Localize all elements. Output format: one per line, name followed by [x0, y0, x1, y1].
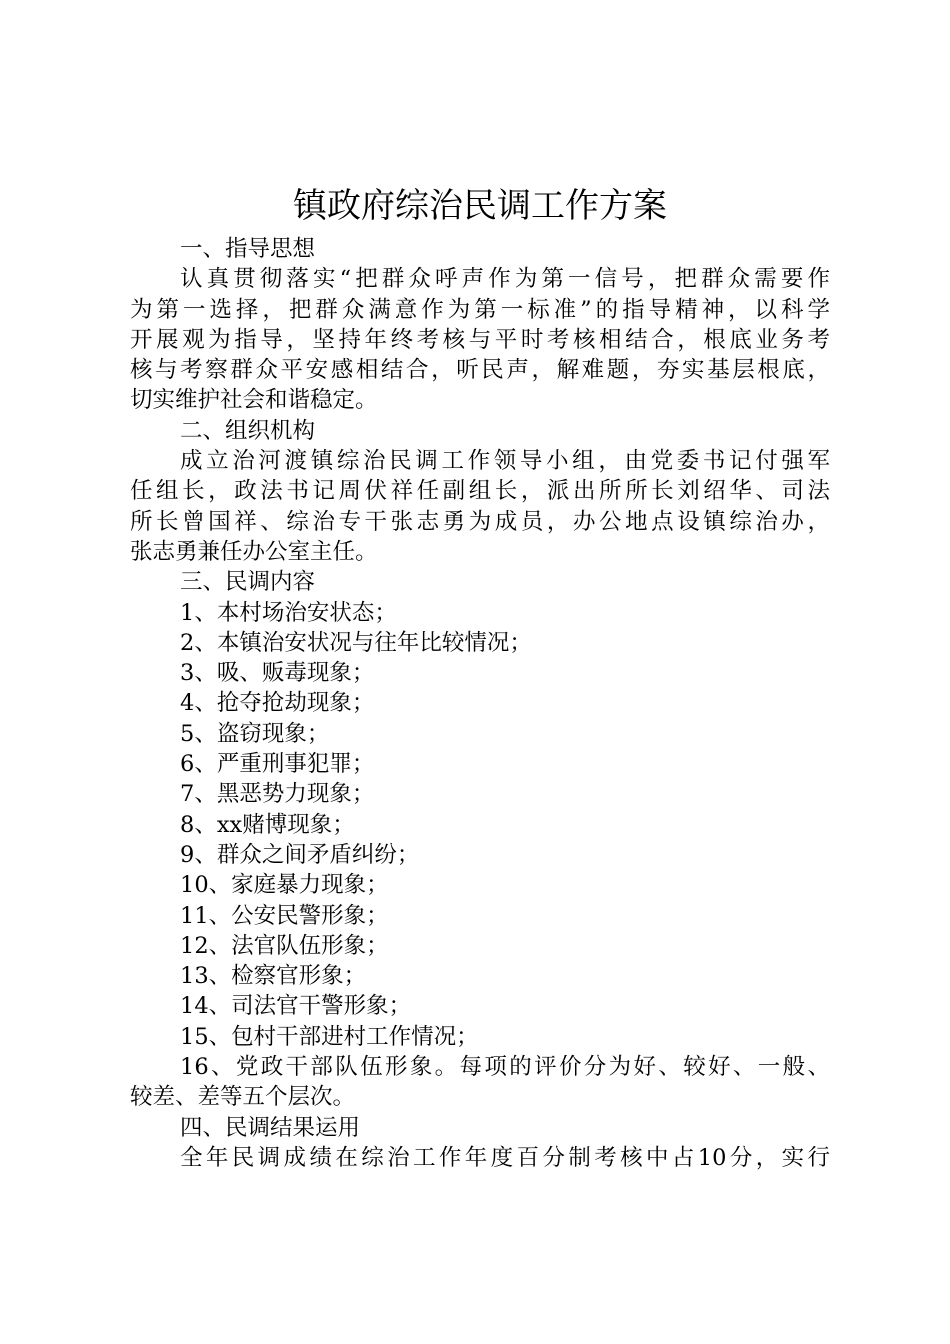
text-line: 一、指导思想 [180, 236, 316, 262]
text-line: 较差、差等五个层次。 [130, 1084, 356, 1111]
text-line: 2、本镇治安状况与往年比较情况； [180, 629, 532, 656]
text-line: 为第一选择，把群众满意作为第一标准”的指导精神，以科学 [130, 296, 830, 323]
text-line: 14、司法官干警形象； [180, 993, 412, 1020]
text-line: 切实维护社会和谐稳定。 [130, 387, 378, 414]
text-line: 3、吸、贩毒现象； [180, 660, 375, 687]
text-line: 10、家庭暴力现象； [180, 872, 389, 899]
text-line: 16、党政干部队伍形象。每项的评价分为好、较好、一般、 [180, 1054, 830, 1081]
text-line: 二、组织机构 [180, 417, 316, 444]
text-line: 张志勇兼任办公室主任。 [130, 538, 378, 565]
text-line: 7、黑恶势力现象； [180, 781, 375, 808]
document-title: 镇政府综治民调工作方案 [293, 186, 667, 226]
text-line: 三、民调内容 [180, 569, 316, 596]
text-line: 核与考察群众平安感相结合，听民声，解难题，夯实基层根底， [130, 357, 830, 384]
text-line: 6、严重刑事犯罪； [180, 751, 375, 778]
text-line: 认真贯彻落实“把群众呼声作为第一信号，把群众需要作 [180, 266, 830, 293]
text-line: 8、xx赌博现象； [180, 811, 355, 838]
text-line: 9、群众之间矛盾纠纷； [180, 841, 420, 868]
text-line: 13、检察官形象； [180, 963, 367, 990]
text-line: 任组长，政法书记周伏祥任副组长，派出所所长刘绍华、司法 [130, 478, 830, 505]
text-line: 5、盗窃现象； [180, 720, 330, 747]
text-line: 成立治河渡镇综治民调工作领导小组，由党委书记付强军 [180, 448, 830, 475]
text-line: 4、抢夺抢劫现象； [180, 690, 375, 717]
text-line: 全年民调成绩在综治工作年度百分制考核中占10分，实行 [180, 1144, 830, 1171]
text-line: 11、公安民警形象； [180, 902, 389, 929]
text-line: 开展观为指导，坚持年终考核与平时考核相结合，根底业务考 [130, 326, 830, 353]
text-line: 15、包村干部进村工作情况； [180, 1023, 479, 1050]
text-line: 12、法官队伍形象； [180, 932, 389, 959]
text-line: 所长曾国祥、综治专干张志勇为成员，办公地点设镇综治办， [130, 508, 830, 535]
document-body [130, 234, 830, 1173]
text-line: 四、民调结果运用 [180, 1114, 361, 1141]
document-page [130, 178, 830, 1173]
text-line: 1、本村场治安状态； [180, 599, 397, 626]
